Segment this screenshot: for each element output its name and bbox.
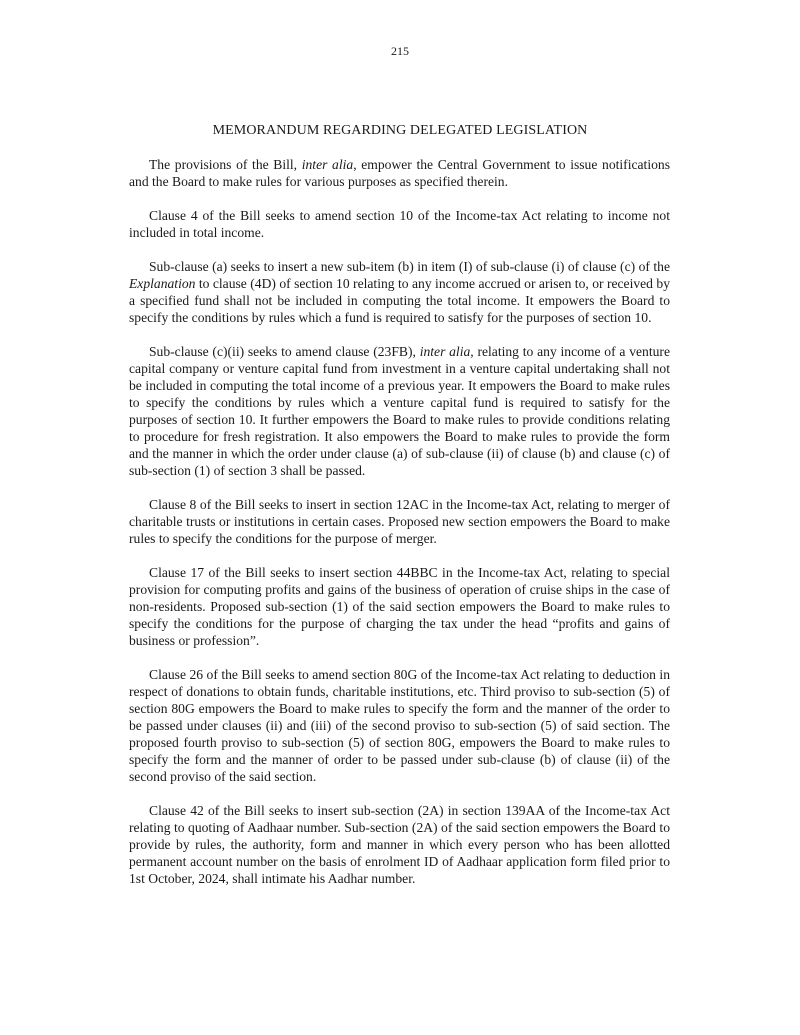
paragraph-text: relating to any income of a venture capital company or venture capital fund from investment in a venture capital undertaking shall not be included in computing the total income of a previous year. It empowers the Board to make rules to specify the conditions by rules which a venture capital fund is required to satisfy for the purposes of section 10. It further empowers the Board to make rules to provide conditions relating to procedure for fresh registration. It also empowers the Board to make rules to provide the form and the manner in which the order under clause (a) of sub-clause (ii) of clause (b) and clause (c) of sub-section (1) of section 3 shall be passed.	[129, 344, 670, 478]
paragraph-intro	[129, 156, 670, 190]
paragraph-clause-4	[129, 207, 670, 241]
paragraph-text: Clause 4 of the Bill seeks to amend section 10 of the Income-tax Act relating to income not included in total income.	[129, 208, 670, 240]
paragraph-text: , empower the Central Government to issue notifications and the Board to make rules for various purposes as specified therein.	[129, 157, 670, 189]
paragraph-sub-clause-a	[129, 258, 670, 326]
paragraph-text: Clause 17 of the Bill seeks to insert section 44BBC in the Income-tax Act, relating to special provision for computing profits and gains of the business of operation of cruise ships in the case of non-residents. Proposed sub-section (1) of the said section empowers the Board to make rules to specify the conditions for the purpose of charging the tax under the head “profits and gains of business or profession”.	[129, 565, 670, 648]
document-title: MEMORANDUM REGARDING DELEGATED LEGISLATION	[212, 123, 588, 138]
paragraph-italic-text: inter alia	[301, 157, 354, 172]
paragraph-text: Clause 8 of the Bill seeks to insert in section 12AC in the Income-tax Act, relating to merger of charitable trusts or institutions in certain cases. Proposed new section empowers the Board to make rules to specify the conditions for the purpose of merger.	[129, 497, 670, 546]
paragraph-sub-clause-c-ii	[129, 343, 670, 479]
paragraph-text: Sub-clause (c)(ii) seeks to amend clause (23FB),	[149, 344, 420, 359]
paragraph-italic-text: inter alia,	[419, 344, 474, 359]
paragraph-clause-42	[129, 802, 670, 887]
paragraph-clause-17	[129, 564, 670, 649]
paragraph-text: to clause (4D) of section 10 relating to any income accrued or arisen to, or received by a specified fund shall not be included in computing the total income. It empowers the Board to specify the conditions by rules which a fund is required to satisfy for the purposes of section 10.	[129, 276, 670, 325]
paragraph-clause-26	[129, 666, 670, 785]
memorandum-body	[129, 156, 670, 887]
paragraph-text: The provisions of the Bill,	[149, 157, 302, 172]
paragraph-text: Clause 42 of the Bill seeks to insert sub-section (2A) in section 139AA of the Income-tax Act relating to quoting of Aadhaar number. Sub-section (2A) of the said section empowers the Board to provide by rules, the authority, form and manner in which every person who has been allotted permanent account number on the basis of enrolment ID of Aadhaar application form filed prior to 1st October, 2024, shall intimate his Aadhar number.	[129, 803, 670, 886]
paragraph-text: Sub-clause (a) seeks to insert a new sub-item (b) in item (I) of sub-clause (i) of clause (c) of the	[149, 259, 670, 274]
page-number: 215	[391, 44, 409, 58]
paragraph-clause-8	[129, 496, 670, 547]
paragraph-italic-text: Explanation	[129, 276, 196, 291]
paragraph-text: Clause 26 of the Bill seeks to amend section 80G of the Income-tax Act relating to deduction in respect of donations to obtain funds, charitable institutions, etc. Third proviso to sub-section (5) of section 80G empowers the Board to make rules to specify the form and the manner of the order to be passed under clauses (ii) and (iii) of the second proviso to sub-section (5) of said section. The proposed fourth proviso to sub-section (5) of section 80G, empowers the Board to make rules to specify the form and the manner of order to be passed under sub-clause (b) of clause (ii) of the second proviso of the said section.	[129, 667, 670, 784]
